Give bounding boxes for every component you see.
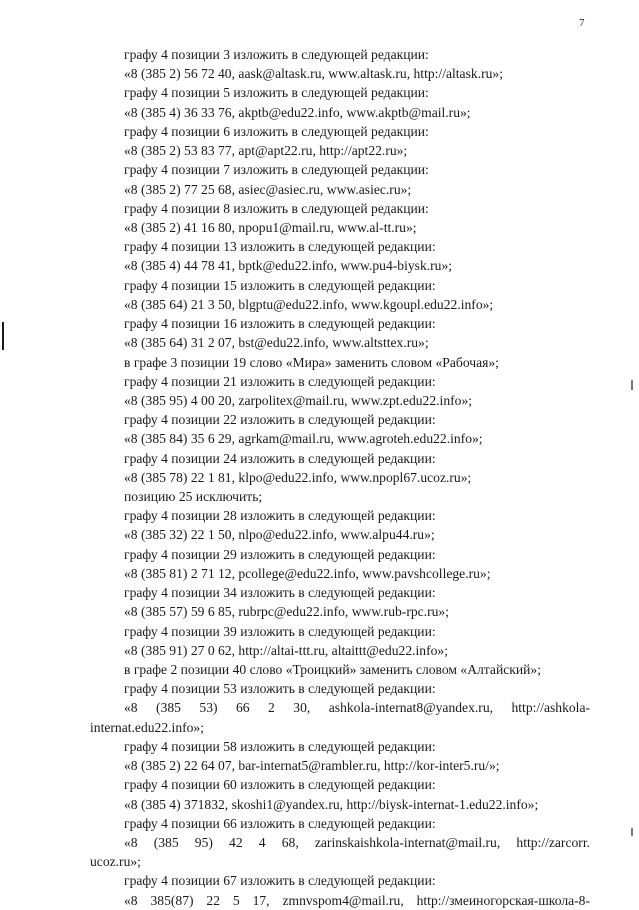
- text-line: графу 4 позиции 5 изложить в следующей редакции:: [124, 85, 429, 101]
- text-line: графу 4 позиции 16 изложить в следующей редакции:: [124, 316, 436, 332]
- text-line: «8 (385 84) 35 6 29, agrkam@mail.ru, www.agroteh.edu22.info»;: [124, 431, 483, 447]
- text-line: графу 4 позиции 28 изложить в следующей редакции:: [124, 508, 436, 524]
- text-line: «8 (385 81) 2 71 12, pcollege@edu22.info, www.pavshcollege.ru»;: [124, 565, 491, 581]
- text-line: «8 (385 57) 59 6 85, rubrpc@edu22.info, www.rub-rpc.ru»;: [124, 604, 449, 620]
- text-line: «8 (385 95) 42 4 68, zarinskaishkola-internat@mail.ru, http://zarcorr.: [124, 834, 590, 850]
- text-line: графу 4 позиции 15 изложить в следующей редакции:: [124, 277, 436, 293]
- text-line: графу 4 позиции 66 изложить в следующей редакции:: [124, 815, 436, 831]
- text-line: «8 (385 95) 4 00 20, zarpolitex@mail.ru, www.zpt.edu22.info»;: [124, 392, 473, 408]
- text-line: «8 (385 2) 41 16 80, npopu1@mail.ru, www.al-tt.ru»;: [124, 219, 417, 235]
- text-line: графу 4 позиции 39 изложить в следующей редакции:: [124, 623, 436, 639]
- text-line: графу 4 позиции 8 изложить в следующей редакции:: [124, 200, 429, 216]
- scan-artifact: [631, 380, 633, 390]
- text-line: «8 (385 4) 36 33 76, akptb@edu22.info, www.akptb@mail.ru»;: [124, 104, 471, 120]
- text-line: «8 (385 32) 22 1 50, nlpo@edu22.info, www.alpu44.ru»;: [124, 527, 435, 543]
- text-line: «8 (385 2) 22 64 07, bar-internat5@rambler.ru, http://kor-inter5.ru/»;: [124, 758, 500, 774]
- text-line: «8 (385 2) 56 72 40, aask@altask.ru, www.altask.ru, http://altask.ru»;: [124, 66, 503, 82]
- text-line: «8 (385 2) 77 25 68, asiec@asiec.ru, www.asiec.ru»;: [124, 181, 412, 197]
- text-line: ucoz.ru»;: [90, 854, 141, 870]
- text-line: internat.edu22.info»;: [90, 719, 205, 735]
- page-number: 7: [579, 17, 585, 29]
- text-line: «8 (385 78) 22 1 81, klpo@edu22.info, www.npopl67.ucoz.ru»;: [124, 469, 472, 485]
- margin-mark: [2, 322, 4, 350]
- document-body: [90, 45, 590, 910]
- text-line: «8 (385 64) 21 3 50, blgptu@edu22.info, www.kgoupl.edu22.info»;: [124, 296, 494, 312]
- text-line: «8 (385 64) 31 2 07, bst@edu22.info, www.altsttex.ru»;: [124, 335, 429, 351]
- text-line: «8 (385 4) 371832, skoshi1@yandex.ru, http://biysk-internat-1.edu22.info»;: [124, 796, 539, 812]
- text-line: графу 4 позиции 6 изложить в следующей редакции:: [124, 123, 429, 139]
- text-line: графу 4 позиции 13 изложить в следующей редакции:: [124, 239, 436, 255]
- text-line: в графе 3 позиции 19 слово «Мира» заменить словом «Рабочая»;: [124, 354, 499, 370]
- text-line: графу 4 позиции 67 изложить в следующей редакции:: [124, 873, 436, 889]
- text-line: «8 385(87) 22 5 17, zmnvspom4@mail.ru, http://змеиногорская-школа-8-: [124, 892, 590, 908]
- text-line: «8 (385 2) 53 83 77, apt@apt22.ru, http://apt22.ru»;: [124, 143, 408, 159]
- text-line: графу 4 позиции 3 изложить в следующей редакции:: [124, 47, 429, 62]
- text-line: графу 4 позиции 60 изложить в следующей редакции:: [124, 777, 436, 793]
- text-line: графу 4 позиции 7 изложить в следующей редакции:: [124, 162, 429, 178]
- text-line: графу 4 позиции 34 изложить в следующей редакции:: [124, 585, 436, 601]
- text-line: в графе 2 позиции 40 слово «Троицкий» заменить словом «Алтайский»;: [124, 662, 541, 677]
- scan-artifact: [631, 828, 633, 836]
- text-line: графу 4 позиции 24 изложить в следующей редакции:: [124, 450, 436, 466]
- text-line: графу 4 позиции 21 изложить в следующей редакции:: [124, 373, 436, 389]
- text-line: графу 4 позиции 29 изложить в следующей редакции:: [124, 546, 436, 562]
- text-line: позицию 25 исключить;: [124, 489, 263, 505]
- text-line: «8 (385 91) 27 0 62, http://altai-ttt.ru, altaittt@edu22.info»;: [124, 642, 448, 658]
- text-line: графу 4 позиции 58 изложить в следующей редакции:: [124, 738, 436, 754]
- text-line: «8 (385 4) 44 78 41, bptk@edu22.info, www.pu4-biysk.ru»;: [124, 258, 453, 274]
- text-line: графу 4 позиции 22 изложить в следующей редакции:: [124, 412, 436, 428]
- text-line: графу 4 позиции 53 изложить в следующей редакции:: [124, 681, 436, 697]
- text-line: «8 (385 53) 66 2 30, ashkola-internat8@yandex.ru, http://ashkola-: [124, 700, 590, 716]
